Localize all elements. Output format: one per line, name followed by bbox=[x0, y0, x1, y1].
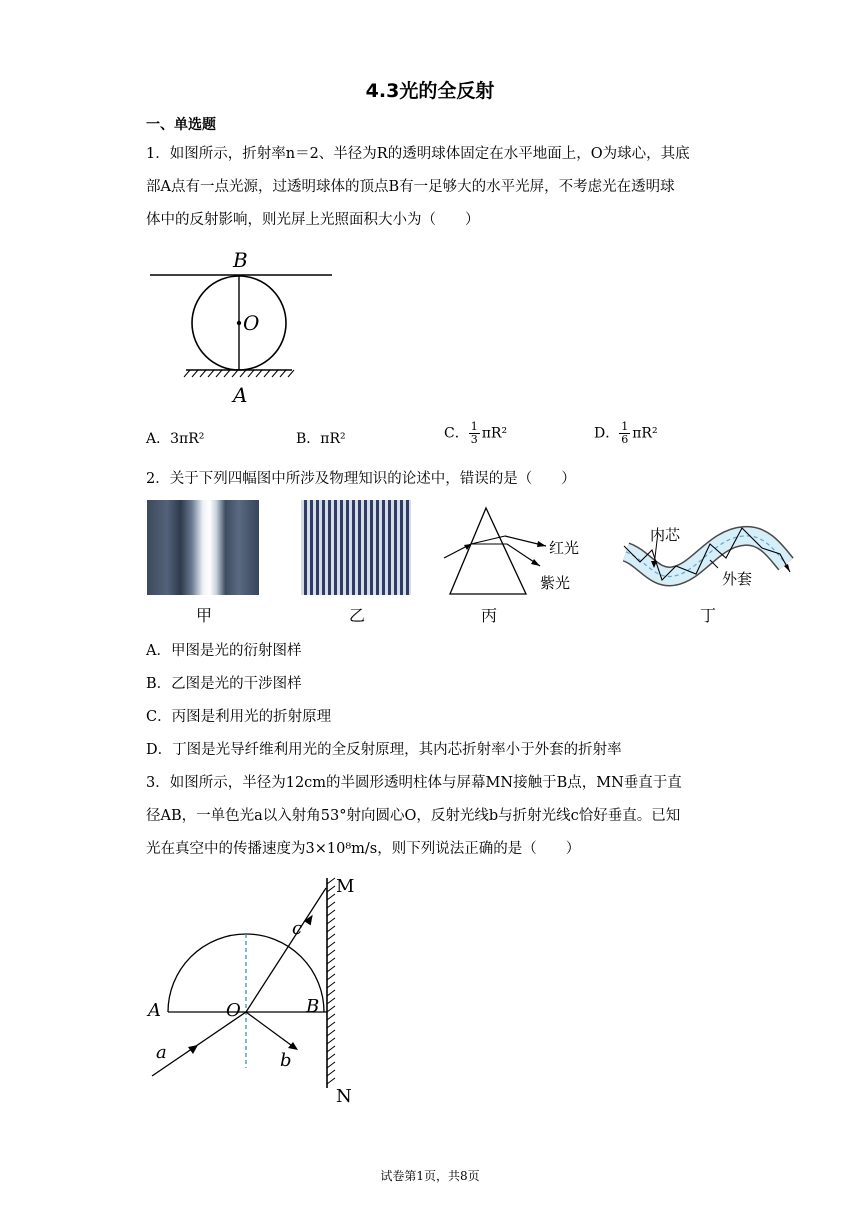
q2-option-d[interactable]: D．丁图是光导纤维利用光的全反射原理，其内芯折射率小于外套的折射率 bbox=[146, 742, 622, 758]
option-value: πR² bbox=[320, 431, 346, 447]
label-b: B bbox=[233, 248, 248, 272]
fraction-one-sixth: $\frac{1}{6}$ bbox=[621, 420, 629, 446]
label-point-a: A bbox=[148, 1000, 161, 1021]
label-ray-a: a bbox=[156, 1042, 167, 1063]
optical-fiber-figure bbox=[614, 518, 800, 598]
caption-bing: 丙 bbox=[481, 606, 498, 625]
label-m: M bbox=[336, 876, 355, 897]
q3-text-line3: 光在真空中的传播速度为3×10⁸m/s，则下列说法正确的是（ ） bbox=[146, 841, 581, 857]
ray-c bbox=[246, 888, 326, 1012]
screen-hatch bbox=[327, 878, 335, 1084]
page-title: 4.3光的全反射 bbox=[365, 80, 495, 102]
q3-semicircle-figure bbox=[140, 870, 380, 1110]
caption-jia: 甲 bbox=[196, 606, 213, 625]
fiber-core-label: 内芯 bbox=[650, 526, 681, 544]
option-prefix: C． bbox=[444, 425, 469, 442]
section-heading: 一、单选题 bbox=[146, 117, 216, 133]
ground-hatch bbox=[184, 370, 294, 377]
option-prefix: D． bbox=[594, 425, 620, 442]
q2-option-b[interactable]: B．乙图是光的干涉图样 bbox=[146, 676, 302, 692]
option-value: πR² bbox=[481, 425, 508, 442]
option-prefix: B． bbox=[296, 431, 321, 447]
q2-text-line1: 2．关于下列四幅图中所涉及物理知识的论述中，错误的是（ ） bbox=[146, 471, 576, 487]
q1-option-b[interactable] bbox=[296, 428, 346, 448]
center-dot bbox=[237, 321, 241, 325]
caption-ding: 丁 bbox=[700, 606, 717, 625]
q3-text-line2: 径AB，一单色光a以入射角53°射向圆心O，反射光线b与折射光线c恰好垂直。已知 bbox=[146, 808, 681, 824]
q1-text-line1: 1．如图所示，折射率n＝2、半径为R的透明球体固定在水平地面上，O为球心，其底 bbox=[146, 146, 690, 162]
page-footer: 试卷第1页，共8页 bbox=[380, 1169, 480, 1183]
q2-option-c[interactable]: C．丙图是利用光的折射原理 bbox=[146, 709, 332, 725]
fiber-cladding-label: 外套 bbox=[722, 570, 753, 588]
label-point-b: B bbox=[306, 996, 320, 1017]
label-a: A bbox=[233, 383, 248, 407]
q1-sphere-figure bbox=[140, 245, 350, 410]
q1-option-d[interactable] bbox=[594, 421, 658, 446]
caption-yi: 乙 bbox=[349, 606, 366, 625]
interference-pattern-image bbox=[301, 500, 411, 595]
q1-text-line2: 部A点有一点光源，过透明球体的顶点B有一足够大的水平光屏，不考虑光在透明球 bbox=[146, 179, 675, 195]
fraction-one-third: $\frac{1}{3}$ bbox=[470, 420, 478, 446]
ray-b bbox=[246, 1012, 295, 1048]
option-value: 3πR² bbox=[170, 431, 205, 447]
q1-option-a[interactable] bbox=[146, 428, 204, 448]
prism-triangle bbox=[450, 508, 526, 594]
label-point-o: O bbox=[226, 1000, 241, 1021]
option-prefix: A． bbox=[146, 431, 171, 447]
prism-dispersion-figure bbox=[440, 500, 600, 600]
q1-option-c[interactable] bbox=[444, 421, 507, 446]
purple-light-label: 紫光 bbox=[540, 574, 571, 592]
diffraction-pattern-image bbox=[147, 500, 259, 595]
q1-text-line3: 体中的反射影响，则光屏上光照面积大小为（ ） bbox=[146, 212, 480, 228]
q3-text-line1: 3．如图所示，半径为12cm的半圆形透明柱体与屏幕MN接触于B点，MN垂直于直 bbox=[146, 775, 682, 791]
label-ray-b: b bbox=[280, 1050, 292, 1071]
q2-option-a[interactable]: A．甲图是光的衍射图样 bbox=[146, 643, 302, 659]
red-light-label: 红光 bbox=[549, 539, 580, 557]
option-value: πR² bbox=[632, 425, 658, 442]
label-ray-c: c bbox=[292, 918, 303, 939]
label-n: N bbox=[336, 1086, 352, 1107]
label-o: O bbox=[243, 311, 260, 335]
